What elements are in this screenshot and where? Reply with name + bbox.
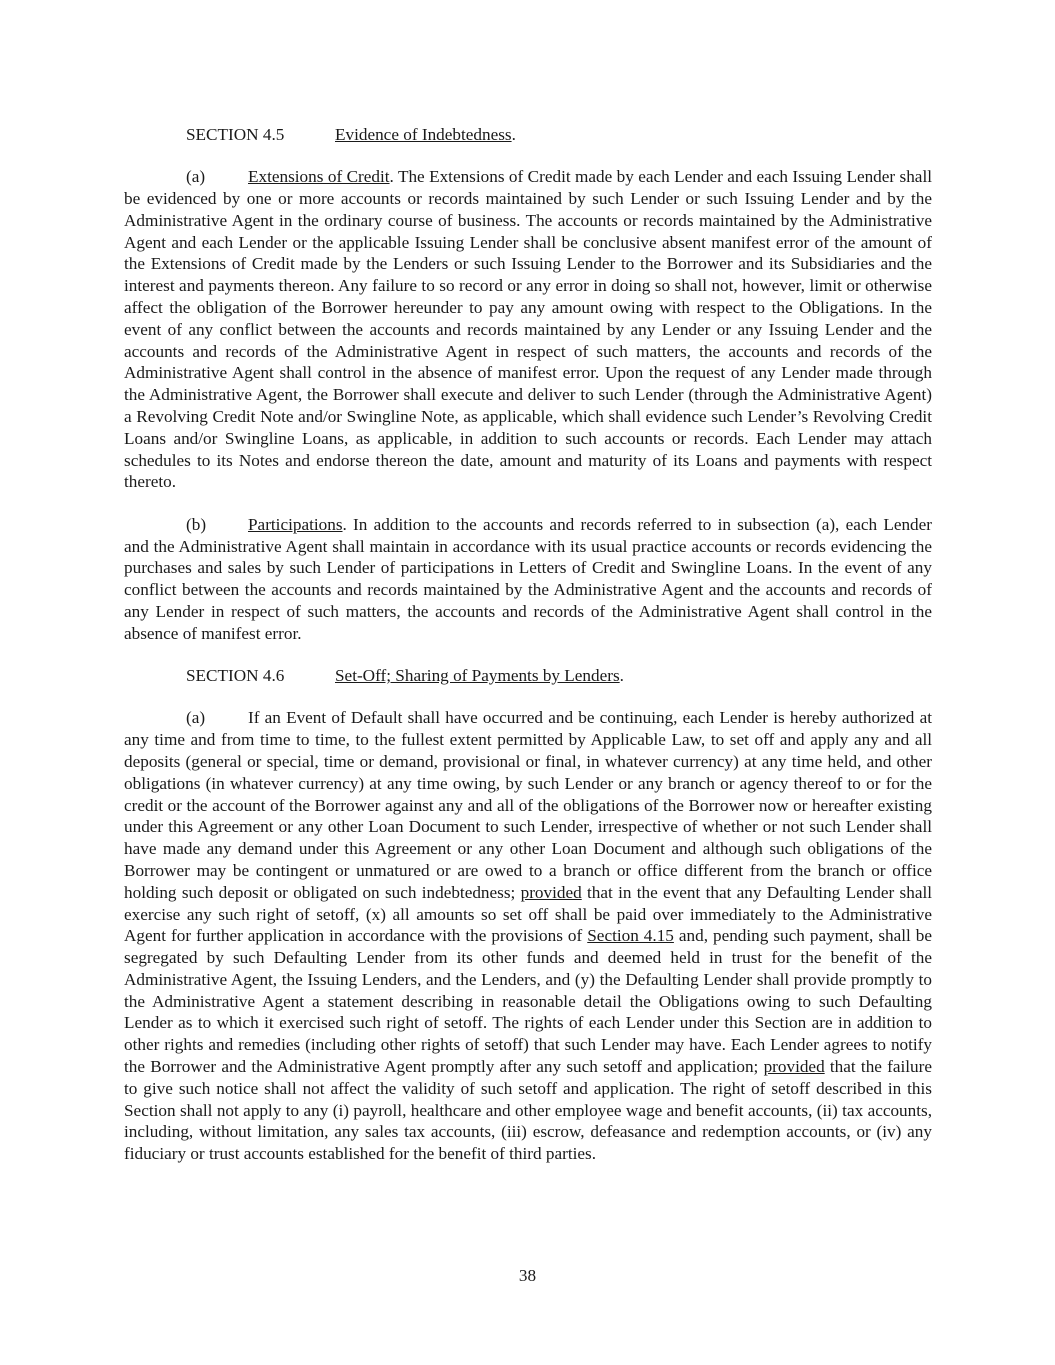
paragraph-text: that the failure to give such notice shall not affect the validity of such setoff and application. The right of setoff described in this Section shall not apply to any (i) payroll, healthcare and other employee wage and benefit accounts, (ii) tax accounts, including, without limitation, any sales tax accounts, (iii) escrow, defeasance and redemption accounts, or (iv) any fiduciary or trust accounts established for the benefit of third parties. (124, 1057, 932, 1164)
section-4-5-title: Evidence of Indebtedness (335, 125, 512, 144)
page-number: 38 (518, 1266, 537, 1285)
paragraph-text: If an Event of Default shall have occurred and be continuing, each Lender is hereby authorized at any time and from time to time, to the fullest extent permitted by Applicable Law, to set off and apply any and all deposits (general or special, time or demand, provisional or final, in whatever currency) at any time held, and other obligations (in whatever currency) at any time owing, by such Lender or any branch or agency thereof to or for the credit or the account of the Borrower against any and all of the obligations of the Borrower now or hereafter existing under this Agreement or any other Loan Document to such Lender, irrespective of whether or not such Lender shall have made any demand under this Agreement or any other Loan Document and although such obligations of the Borrower may be contingent or unmatured or are owed to a branch or office different from the branch or office holding such deposit or obligated on such indebtedness; (124, 708, 932, 902)
paragraph-text: . The Extensions of Credit made by each Lender and each Issuing Lender shall be evidenced by one or more accounts or records maintained by such Lender or such Issuing Lender and by the Administrative Agent in the ordinary course of business. The accounts or records maintained by the Administrative Agent and each Lender or the applicable Issuing Lender shall be conclusive absent manifest error of the amount of the Extensions of Credit made by the Lenders or such Issuing Lender to the Borrower and its Subsidiaries and the interest and payments thereon. Any failure to so record or any error in doing so shall not, however, limit or otherwise affect the obligation of the Borrower hereunder to pay any amount owing with respect to the Obligations. In the event of any conflict between the accounts and records maintained by any Lender or any Issuing Lender and the accounts and records of the Administrative Agent in respect of such matters, the accounts and records of the Administrative Agent shall control in the absence of manifest error. Upon the request of any Lender made through the Administrative Agent, the Borrower shall execute and deliver to such Lender (through the Administrative Agent) a Revolving Credit Note and/or Swingline Note, as applicable, which shall evidence such Lender’s Revolving Credit Loans and/or Swingline Loans, as applicable, in addition to such accounts or records. Each Lender may attach schedules to its Notes and endorse thereon the date, amount and maturity of its Loans and payments with respect thereto. (124, 167, 932, 492)
paragraph-heading: Participations (248, 514, 343, 534)
paragraph-label: (a) (186, 708, 206, 728)
section-4-5-number: SECTION 4.5 (186, 125, 285, 144)
section-4-5-paragraph-a (124, 166, 932, 493)
provided-term: provided (520, 882, 582, 902)
paragraph-heading: Extensions of Credit (248, 167, 390, 187)
paragraph-label: (b) (186, 514, 207, 534)
section-4-5-title-period: . (511, 125, 516, 144)
paragraph-text: that in the event that any Defaulting Lender shall exercise any such right of setoff, (x) all amounts so set off shall be paid over immediately to the Administrative Agent for further application in accordance with the provisions of (124, 882, 933, 946)
paragraph-text: . In addition to the accounts and records referred to in subsection (a), each Lender and the Administrative Agent shall maintain in accordance with its usual practice accounts or records evidencing the purchases and sales by such Lender of participations in Letters of Credit and Swingline Loans. In the event of any conflict between the accounts and records maintained by the Administrative Agent and the accounts and records of any Lender in respect of such matters, the accounts and records of the Administrative Agent shall control in the absence of manifest error. (124, 514, 932, 643)
section-4-6-number: SECTION 4.6 (186, 666, 285, 686)
paragraph-label: (a) (186, 167, 206, 187)
section-4-5-paragraph-b (124, 514, 932, 645)
document-page (124, 124, 932, 1186)
section-4-6-title-period: . (619, 666, 624, 686)
provided-term: provided (763, 1057, 825, 1077)
section-4-6-paragraph-a (124, 707, 932, 1165)
paragraph-text: and, pending such payment, shall be segregated by such Defaulting Lender from its other funds and deemed held in trust for the benefit of the Administrative Agent, the Issuing Lenders, and the Lenders, and (y) the Defaulting Lender shall provide promptly to the Administrative Agent a statement describing in reasonable detail the Obligations owing to such Defaulting Lender as to which it exercised such right of setoff. The rights of each Lender under this Section are in addition to other rights and remedies (including other rights of setoff) that such Lender may have. Each Lender agrees to notify the Borrower and the Administrative Agent promptly after any such setoff and application; (124, 926, 933, 1077)
section-4-6-title: Set-Off; Sharing of Payments by Lenders (335, 666, 620, 686)
section-4-6-heading (124, 665, 932, 687)
section-4-15-reference: Section 4.15 (587, 926, 674, 946)
section-4-5-heading (124, 124, 932, 146)
